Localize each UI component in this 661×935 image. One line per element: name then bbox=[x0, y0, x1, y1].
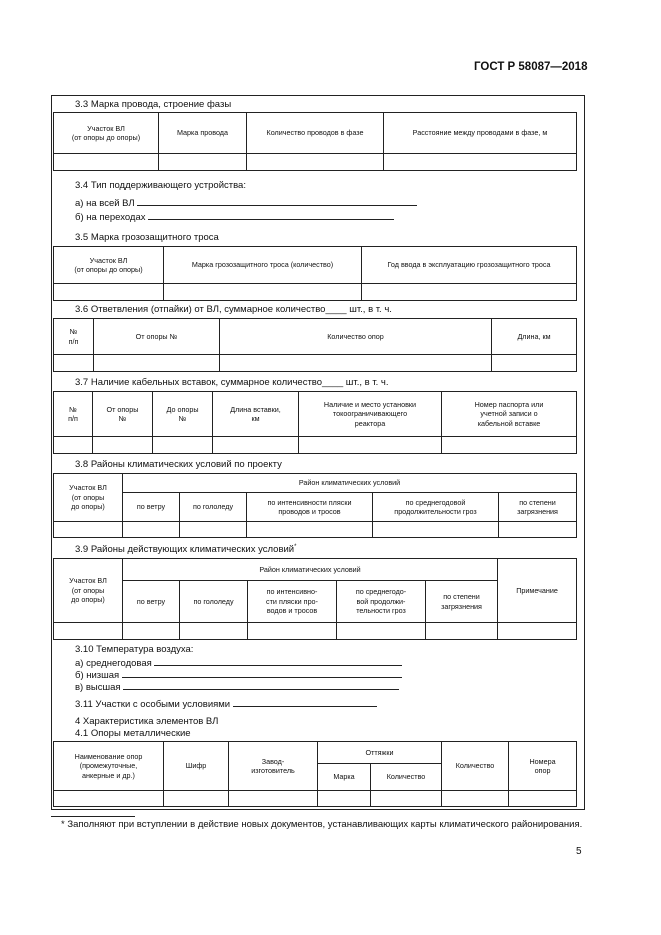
empty-cell[interactable] bbox=[54, 623, 123, 640]
fill-line[interactable] bbox=[137, 196, 417, 206]
col-thunderstorm: по среднегодо- вой продолжи- тельности гроз bbox=[337, 581, 426, 623]
empty-cell[interactable] bbox=[159, 154, 247, 171]
col-to-pole: До опоры № bbox=[153, 392, 213, 437]
branches-table bbox=[53, 318, 577, 372]
col-commission-year: Год ввода в эксплуатацию грозозащитного троса bbox=[362, 247, 577, 284]
col-passport-number: Номер паспорта или учетной записи о кабельной вставке bbox=[442, 392, 577, 437]
cable-inserts-table bbox=[53, 391, 577, 454]
section-3-7-title: 3.7 Наличие кабельных вставок, суммарное количество____ шт., в т. ч. bbox=[75, 377, 389, 388]
empty-cell[interactable] bbox=[54, 791, 164, 807]
col-wire-distance: Расстояние между проводами в фазе, м bbox=[384, 113, 577, 154]
empty-cell[interactable] bbox=[94, 355, 220, 372]
col-pole-count: Количество опор bbox=[220, 319, 492, 355]
col-section: Участок ВЛ (от опоры до опоры) bbox=[54, 474, 123, 522]
col-ice: по гололеду bbox=[180, 581, 248, 623]
col-quantity: Количество bbox=[442, 742, 509, 791]
section-3-6-title: 3.6 Ответвления (отпайки) от ВЛ, суммарное количество____ шт., в т. ч. bbox=[75, 304, 392, 315]
ground-wire-table bbox=[53, 246, 577, 301]
empty-cell[interactable] bbox=[54, 284, 164, 301]
col-section: Участок ВЛ (от опоры до опоры) bbox=[54, 559, 123, 623]
col-from-pole: От опоры № bbox=[93, 392, 153, 437]
metal-poles-table bbox=[53, 741, 577, 807]
empty-cell[interactable] bbox=[373, 522, 499, 538]
footnote-mark: * bbox=[294, 544, 297, 550]
empty-cell[interactable] bbox=[442, 791, 509, 807]
empty-cell[interactable] bbox=[492, 355, 577, 372]
temp-lowest-label: б) низшая bbox=[75, 670, 120, 681]
col-ice: по гололеду bbox=[180, 493, 247, 522]
col-guy-grade: Марка bbox=[318, 764, 371, 791]
empty-cell[interactable] bbox=[247, 522, 373, 538]
empty-cell[interactable] bbox=[318, 791, 371, 807]
empty-cell[interactable] bbox=[213, 437, 299, 454]
col-number: № п/п bbox=[54, 319, 94, 355]
empty-cell[interactable] bbox=[164, 791, 229, 807]
col-group-climate: Район климатических условий bbox=[123, 559, 498, 581]
col-pollution: по степени загрязнения bbox=[426, 581, 498, 623]
empty-cell[interactable] bbox=[54, 437, 93, 454]
col-reactor: Наличие и место установки токоограничивающего реактора bbox=[299, 392, 442, 437]
section-4-1-title: 4.1 Опоры металлические bbox=[75, 728, 191, 739]
col-length: Длина, км bbox=[492, 319, 577, 355]
col-group-climate: Район климатических условий bbox=[123, 474, 577, 493]
col-section: Участок ВЛ (от опоры до опоры) bbox=[54, 113, 159, 154]
col-wires-count: Количество проводов в фазе bbox=[247, 113, 384, 154]
empty-cell[interactable] bbox=[180, 522, 247, 538]
section-3-9-title: 3.9 Районы действующих климатических условий bbox=[75, 544, 295, 556]
section-4-title: 4 Характеристика элементов ВЛ bbox=[75, 716, 219, 727]
footnote-text: * Заполняют при вступлении в действие новых документов, устанавливающих карты климатического районирования. bbox=[61, 819, 583, 830]
fill-line[interactable] bbox=[123, 680, 399, 690]
col-ground-wire-grade: Марка грозозащитного троса (количество) bbox=[164, 247, 362, 284]
empty-cell[interactable] bbox=[371, 791, 442, 807]
empty-cell[interactable] bbox=[229, 791, 318, 807]
support-crossings-label: б) на переходах bbox=[75, 212, 146, 223]
col-section: Участок ВЛ (от опоры до опоры) bbox=[54, 247, 164, 284]
wire-grade-table bbox=[53, 112, 577, 171]
col-pole-numbers: Номера опор bbox=[509, 742, 577, 791]
col-wire-grade: Марка провода bbox=[159, 113, 247, 154]
actual-climate-table bbox=[53, 558, 577, 640]
empty-cell[interactable] bbox=[54, 355, 94, 372]
col-thunderstorm: по среднегодовой продолжительности гроз bbox=[373, 493, 499, 522]
col-wind: по ветру bbox=[123, 581, 180, 623]
empty-cell[interactable] bbox=[442, 437, 577, 454]
design-climate-table bbox=[53, 473, 577, 538]
support-whole-line-label: а) на всей ВЛ bbox=[75, 198, 135, 209]
section-3-11-title: 3.11 Участки с особыми условиями bbox=[75, 699, 231, 710]
col-from-pole: От опоры № bbox=[94, 319, 220, 355]
section-3-4-title: 3.4 Тип поддерживающего устройства: bbox=[75, 180, 246, 191]
col-number: № п/п bbox=[54, 392, 93, 437]
empty-cell[interactable] bbox=[54, 522, 123, 538]
temp-highest-label: в) высшая bbox=[75, 682, 121, 693]
col-code: Шифр bbox=[164, 742, 229, 791]
fill-line[interactable] bbox=[148, 210, 394, 220]
empty-cell[interactable] bbox=[426, 623, 498, 640]
empty-cell[interactable] bbox=[498, 623, 577, 640]
temp-average-label: а) среднегодовая bbox=[75, 658, 152, 669]
fill-line[interactable] bbox=[154, 656, 402, 666]
fill-line[interactable] bbox=[122, 668, 402, 678]
empty-cell[interactable] bbox=[54, 154, 159, 171]
col-guy-quantity: Количество bbox=[371, 764, 442, 791]
section-3-10-title: 3.10 Температура воздуха: bbox=[75, 644, 194, 655]
col-note: Примечание bbox=[498, 559, 577, 623]
empty-cell[interactable] bbox=[362, 284, 577, 301]
section-3-8-title: 3.8 Районы климатических условий по проекту bbox=[75, 459, 282, 470]
col-manufacturer: Завод- изготовитель bbox=[229, 742, 318, 791]
empty-cell[interactable] bbox=[153, 437, 213, 454]
empty-cell[interactable] bbox=[180, 623, 248, 640]
empty-cell[interactable] bbox=[248, 623, 337, 640]
empty-cell[interactable] bbox=[509, 791, 577, 807]
section-3-3-title: 3.3 Марка провода, строение фазы bbox=[75, 99, 232, 110]
empty-cell[interactable] bbox=[299, 437, 442, 454]
empty-cell[interactable] bbox=[247, 154, 384, 171]
col-insert-length: Длина вставки, км bbox=[213, 392, 299, 437]
empty-cell[interactable] bbox=[123, 623, 180, 640]
empty-cell[interactable] bbox=[123, 522, 180, 538]
section-3-5-title: 3.5 Марка грозозащитного троса bbox=[75, 232, 219, 243]
empty-cell[interactable] bbox=[384, 154, 577, 171]
col-group-guys: Оттяжки bbox=[318, 742, 442, 764]
empty-cell[interactable] bbox=[499, 522, 577, 538]
empty-cell[interactable] bbox=[164, 284, 362, 301]
empty-cell[interactable] bbox=[337, 623, 426, 640]
fill-line[interactable] bbox=[233, 697, 377, 707]
footnote-separator bbox=[51, 816, 135, 817]
empty-cell[interactable] bbox=[220, 355, 492, 372]
col-pollution: по степени загрязнения bbox=[499, 493, 577, 522]
col-pole-name: Наименование опор (промежуточные, анкерные и др.) bbox=[54, 742, 164, 791]
page-number: 5 bbox=[576, 846, 582, 857]
col-galloping: по интенсивно- сти пляски про- водов и тросов bbox=[248, 581, 337, 623]
document-id: ГОСТ Р 58087—2018 bbox=[474, 61, 588, 73]
col-wind: по ветру bbox=[123, 493, 180, 522]
col-galloping: по интенсивности пляски проводов и тросов bbox=[247, 493, 373, 522]
empty-cell[interactable] bbox=[93, 437, 153, 454]
